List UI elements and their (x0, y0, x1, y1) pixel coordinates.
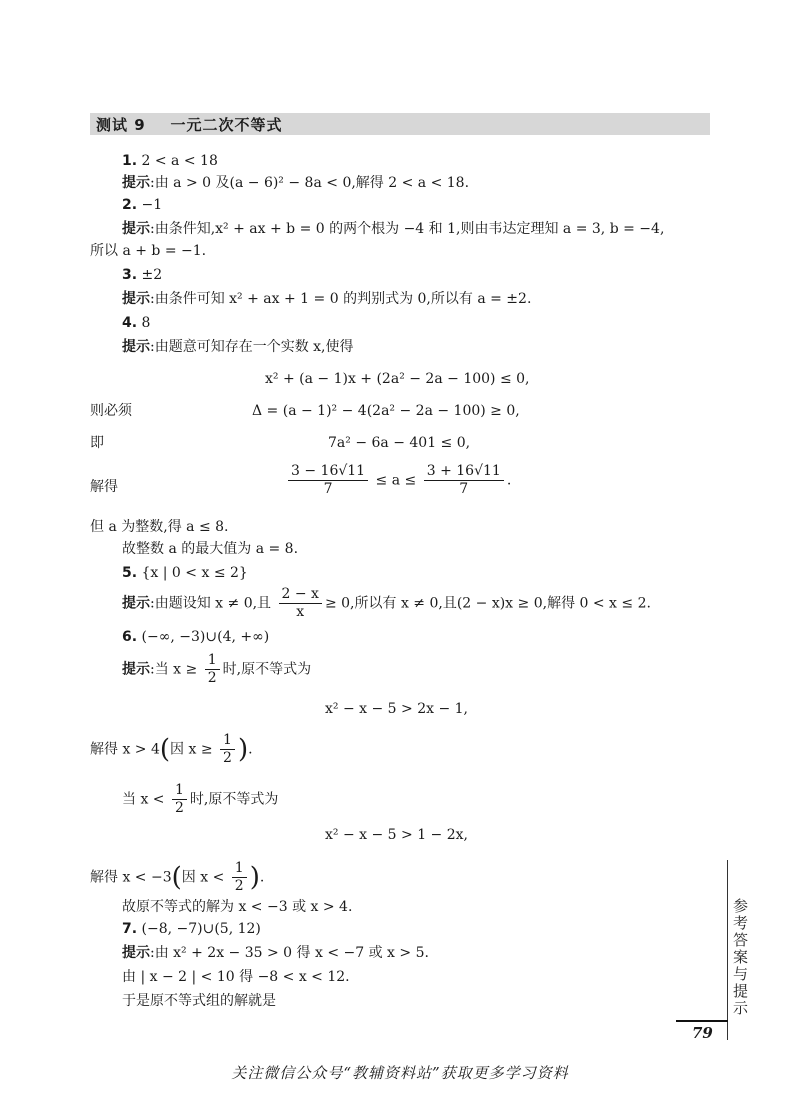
display-equation: 7a² − 6a − 401 ≤ 0, (328, 435, 471, 451)
solution-text: 解得 x < −3 (90, 869, 172, 886)
text-line: 故整数 a 的最大值为 a = 8. (122, 541, 299, 557)
hint-3 (122, 290, 531, 308)
left-paren: ( (159, 734, 171, 765)
fraction (288, 463, 368, 498)
fraction-denominator: 2 (234, 878, 244, 894)
fraction (424, 463, 504, 498)
fraction (232, 860, 247, 895)
hint-label: 提示 (122, 291, 150, 307)
hint-label: 提示 (122, 221, 150, 237)
fraction-denominator: x (296, 604, 305, 620)
hint-text: :由 a > 0 及(a − 6)² − 8a < 0,解得 2 < a < 18. (150, 175, 470, 191)
inequality-text: ≤ a ≤ (375, 472, 417, 489)
hint-text: :由题设知 x ≠ 0,且 (150, 595, 272, 612)
hint-text: 时,原不等式为 (222, 661, 312, 678)
answer-4 (122, 314, 150, 332)
display-equation (285, 463, 511, 498)
fraction (220, 732, 235, 767)
punctuation: . (506, 472, 512, 489)
hint-text: :当 x ≥ (150, 661, 198, 678)
section-title: 测试 9 一元二次不等式 (96, 116, 283, 134)
text-line: 故原不等式的解为 x < −3 或 x > 4. (122, 899, 353, 915)
hint-text: :由条件可知 x² + ax + 1 = 0 的判别式为 0,所以有 a = ±2. (150, 291, 532, 307)
fraction-denominator: 7 (459, 481, 469, 497)
text-line: 由 | x − 2 | < 10 得 −8 < x < 12. (122, 969, 350, 985)
left-paren: ( (171, 862, 182, 893)
answer-text: ±2 (141, 267, 163, 283)
right-paren: ) (249, 862, 260, 893)
hint-text: :由 x² + 2x − 35 > 0 得 x < −7 或 x > 5. (150, 945, 429, 961)
answer-text: 2 < a < 18 (141, 153, 218, 169)
fraction-numerator: 1 (205, 652, 220, 670)
answer-text: (−∞, −3)∪(4, +∞) (141, 629, 270, 645)
reason-text: 因 x < (181, 869, 225, 886)
condition-text: 当 x < (122, 791, 165, 808)
page-number-rule (676, 1020, 728, 1022)
footer-note: 关注微信公众号“教辅资料站”获取更多学习资料 (231, 1064, 569, 1082)
solution-text: 解得 x > 4 (90, 741, 160, 758)
answer-number: 6. (122, 629, 138, 645)
hint-5 (122, 586, 651, 621)
display-equation: x² − x − 5 > 2x − 1, (325, 701, 468, 717)
hint-label: 提示 (122, 175, 150, 191)
text-line-lead: 解得 (90, 479, 118, 495)
hint-7 (122, 944, 429, 962)
text-line: 于是原不等式组的解就是 (122, 993, 276, 1009)
fraction (279, 586, 322, 621)
answer-number: 4. (122, 315, 138, 331)
display-equation: Δ = (a − 1)² − 4(2a² − 2a − 100) ≥ 0, (252, 403, 520, 419)
fraction-numerator: 1 (220, 732, 235, 750)
text-line (90, 732, 253, 767)
hint-text: :由条件知,x² + ax + b = 0 的两个根为 −4 和 1,则由韦达定理知 a = 3, b = −4, (150, 221, 665, 237)
answer-text: {x | 0 < x ≤ 2} (141, 565, 248, 581)
answer-number: 3. (122, 267, 138, 283)
punctuation: . (259, 869, 265, 886)
display-equation: x² − x − 5 > 1 − 2x, (325, 827, 468, 843)
fraction-denominator: 7 (323, 481, 333, 497)
answer-number: 7. (122, 921, 138, 937)
display-equation: x² + (a − 1)x + (2a² − 2a − 100) ≤ 0, (265, 371, 530, 387)
text-line (122, 782, 278, 817)
hint-1 (122, 174, 469, 192)
fraction-denominator: 2 (207, 670, 217, 686)
answer-3 (122, 266, 162, 284)
fraction-numerator: 3 + 16√11 (424, 463, 504, 481)
fraction-numerator: 2 − x (279, 586, 322, 604)
answer-2 (122, 196, 162, 214)
text-line: 所以 a + b = −1. (90, 243, 207, 259)
hint-label: 提示 (122, 339, 150, 355)
text-line-lead: 即 (90, 435, 104, 451)
condition-text: 时,原不等式为 (189, 791, 279, 808)
answer-text: 8 (141, 315, 151, 331)
answer-1 (122, 152, 218, 170)
side-tab-rule (727, 860, 728, 1040)
text-line (90, 860, 264, 895)
answer-5 (122, 564, 248, 582)
answer-text: −1 (141, 197, 163, 213)
hint-label: 提示 (122, 945, 150, 961)
answer-number: 1. (122, 153, 138, 169)
hint-4 (122, 338, 354, 356)
hint-label: 提示 (122, 595, 150, 612)
answer-6 (122, 628, 269, 646)
punctuation: . (248, 741, 253, 758)
hint-2 (122, 220, 664, 238)
hint-text: ≥ 0,所以有 x ≠ 0,且(2 − x)x ≥ 0,解得 0 < x ≤ 2. (324, 595, 651, 612)
fraction-denominator: 2 (174, 800, 184, 816)
answer-7 (122, 920, 261, 938)
hint-label: 提示 (122, 661, 150, 678)
reason-text: 因 x ≥ (170, 741, 213, 758)
page-number: 79 (692, 1024, 713, 1042)
answer-number: 5. (122, 565, 138, 581)
answer-number: 2. (122, 197, 138, 213)
fraction-numerator: 1 (232, 860, 247, 878)
fraction-numerator: 1 (172, 782, 187, 800)
right-paren: ) (237, 734, 249, 765)
text-line-lead: 则必须 (90, 403, 132, 419)
fraction (205, 652, 220, 687)
hint-6 (122, 652, 311, 687)
text-line: 但 a 为整数,得 a ≤ 8. (90, 519, 229, 535)
fraction (172, 782, 187, 817)
fraction-numerator: 3 − 16√11 (288, 463, 368, 481)
hint-text: :由题意可知存在一个实数 x,使得 (150, 339, 354, 355)
side-tab-label: 参考答案与提示 (731, 898, 749, 1017)
fraction-denominator: 2 (223, 750, 232, 766)
answer-text: (−8, −7)∪(5, 12) (141, 921, 261, 937)
